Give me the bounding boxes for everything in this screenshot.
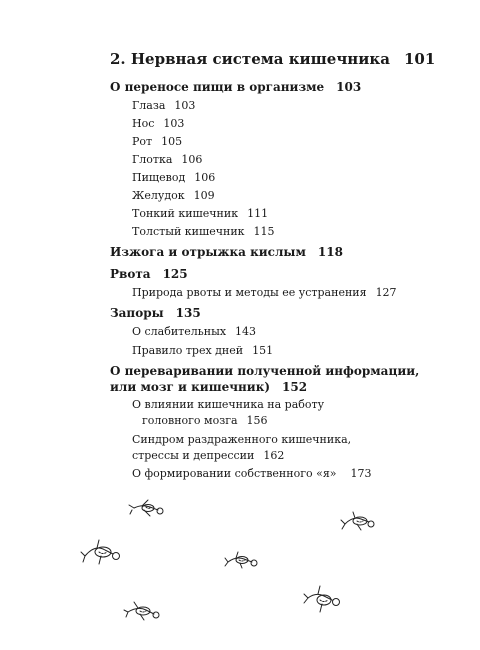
toc-section[interactable] [110, 245, 343, 259]
item-page: 143 [235, 325, 257, 338]
toc-item-continuation[interactable] [142, 414, 268, 427]
item-title-line1: Синдром раздраженного кишечника, [132, 433, 352, 446]
section-title: Рвота [110, 267, 151, 281]
item-title: О слабительных [132, 325, 227, 338]
section-page: 152 [282, 380, 308, 394]
swimmer-figure-icon [124, 602, 159, 620]
item-page: 173 [350, 467, 372, 480]
item-title-line2: головного мозга [142, 414, 238, 427]
item-page: 162 [263, 449, 285, 462]
section-page: 135 [175, 306, 201, 320]
item-title-line1: О влиянии кишечника на работу [132, 398, 325, 411]
toc-item[interactable] [132, 433, 351, 446]
item-title: Рот [132, 135, 153, 148]
toc-item[interactable] [132, 135, 182, 148]
item-page: 115 [253, 225, 275, 238]
item-page: 103 [174, 99, 196, 112]
toc-section[interactable] [110, 267, 188, 281]
swimmer-figure-icon [225, 552, 257, 568]
swimmer-figure-icon [129, 500, 163, 516]
item-title: Глотка [132, 153, 173, 166]
toc-item[interactable] [132, 286, 397, 299]
swimming-figures-doodle [0, 490, 480, 650]
item-page: 105 [161, 135, 183, 148]
swimmer-figure-icon [341, 512, 374, 530]
toc-item-continuation[interactable] [132, 449, 284, 462]
item-page: 156 [246, 414, 268, 427]
item-page: 106 [194, 171, 216, 184]
item-title: Пищевод [132, 171, 186, 184]
toc-item[interactable] [132, 99, 195, 112]
chapter-page: 101 [403, 50, 436, 68]
section-title: О переносе пищи в организме [110, 80, 325, 94]
item-title: Толстый кишечник [132, 225, 245, 238]
item-title: Нос [132, 117, 155, 130]
toc-item[interactable] [132, 225, 275, 238]
toc-item[interactable] [132, 398, 324, 411]
toc-item[interactable] [132, 344, 273, 357]
item-title: Тонкий кишечник [132, 207, 239, 220]
item-page: 127 [375, 286, 397, 299]
toc-item[interactable] [132, 325, 256, 338]
item-page: 103 [163, 117, 185, 130]
toc-section[interactable] [110, 80, 361, 94]
toc-item[interactable] [132, 171, 215, 184]
item-page: 106 [181, 153, 203, 166]
section-page: 103 [336, 80, 362, 94]
swimmer-figure-icon [81, 540, 120, 564]
section-title: Запоры [110, 306, 164, 320]
toc-section[interactable] [110, 364, 419, 378]
item-page: 111 [247, 207, 269, 220]
item-page: 109 [193, 189, 215, 202]
item-title: О формировании собственного «я» [132, 467, 337, 480]
section-title-line2: или мозг и кишечник) [110, 380, 271, 394]
section-title-line1: О переваривании полученной информации, [110, 364, 420, 378]
item-title-line2: стрессы и депрессии [132, 449, 255, 462]
toc-item[interactable] [132, 117, 184, 130]
swimmer-figure-icon [304, 586, 340, 612]
section-page: 125 [162, 267, 188, 281]
toc-section-continuation[interactable] [110, 380, 307, 394]
section-title: Изжога и отрыжка кислым [110, 245, 306, 259]
item-title: Глаза [132, 99, 166, 112]
toc-item[interactable] [132, 189, 215, 202]
toc-section[interactable] [110, 306, 201, 320]
item-title: Желудок [132, 189, 185, 202]
item-title: Правило трех дней [132, 344, 244, 357]
toc-item[interactable] [132, 467, 372, 480]
chapter-heading[interactable] [110, 50, 435, 68]
chapter-title: 2. Нервная система кишечника [110, 50, 390, 68]
toc-item[interactable] [132, 207, 268, 220]
item-title: Природа рвоты и методы ее устранения [132, 286, 367, 299]
item-page: 151 [252, 344, 274, 357]
section-page: 118 [317, 245, 343, 259]
toc-item[interactable] [132, 153, 202, 166]
